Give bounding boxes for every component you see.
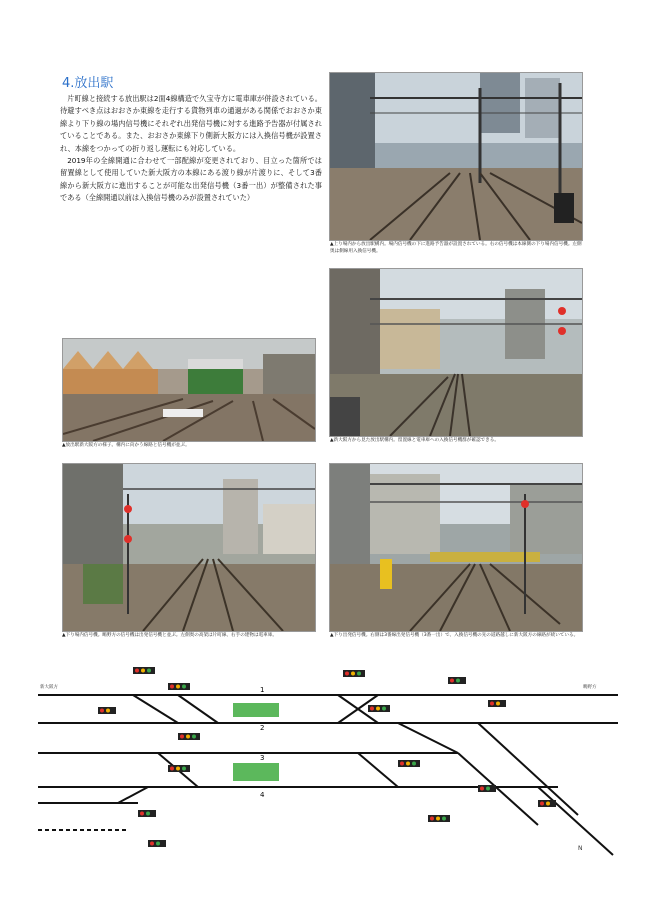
- platform-1-2: [233, 703, 279, 717]
- photo-caption: ▲下り出発信号機。右側は3番線出発信号機（3番一出）で、入換信号機の先の道路越しに新大阪方の線路が続いている。: [330, 633, 579, 638]
- photo-caption: ▲放出駅新大阪方の様子。構内に向かう線路と信号機が並ぶ。: [62, 443, 190, 448]
- track-lines: [38, 695, 618, 855]
- platform-3-4: [233, 763, 279, 781]
- track-number: 4: [260, 791, 265, 799]
- photo-station-west: [329, 268, 583, 437]
- direction-label-left: 新大阪方: [40, 685, 58, 690]
- photo-depot-view: [62, 338, 316, 442]
- track-number: 1: [260, 686, 265, 694]
- photo-down-home: [62, 463, 316, 632]
- photo-down-departure: [329, 463, 583, 632]
- article-body: [60, 93, 322, 205]
- photo-caption: ▲新大阪方から見た放出駅構内。留置線と電車庫への入換信号機群が確認できる。: [330, 438, 499, 443]
- track-number: 2: [260, 724, 265, 732]
- track-number: 3: [260, 754, 265, 762]
- paragraph: 2019年の全線開通に合わせて一部配線が変更されており、目立った箇所では留置線として使用していた新大阪方の本線にある渡り線が片渡りに、そして3番線から新大阪方に進出することが可能な出発信号機（3番一出）が整備された事である（全線開通以前は入換信号機のみが設置されていた）: [60, 156, 322, 203]
- direction-label-right: 鴫野方: [583, 685, 597, 690]
- photo-caption: ▲上り場内から放出駅構内。場内信号機の下に進路予告器が設置されている。右の信号機は本線側の下り場内信号機。左側奥は側線用入換信号機。: [330, 242, 582, 254]
- north-label: N: [578, 845, 583, 852]
- track-diagram: [38, 655, 618, 865]
- section-title: 4.放出駅: [62, 76, 114, 91]
- photo-caption: ▲下り場内信号機。鴫野方の信号機は出発信号機と並ぶ。左側奥の高架は片町線、右手の建物は電車庫。: [62, 633, 277, 638]
- photo-station-entry: [329, 72, 583, 241]
- paragraph: 片町線と接続する放出駅は2面4線構造で久宝寺方に電車庫が併設されている。待避すべき点はおおさか東線を走行する貨物列車の通過がある関係でおおさか東線より下り線の場内信号機にそれぞれ出発信号機に対する進路予告器が付属されていることである。また、おおさか東線下り側新大阪方には入換信号機が設置され、本線をつかっての折り返し運転にも対応している。: [60, 94, 322, 153]
